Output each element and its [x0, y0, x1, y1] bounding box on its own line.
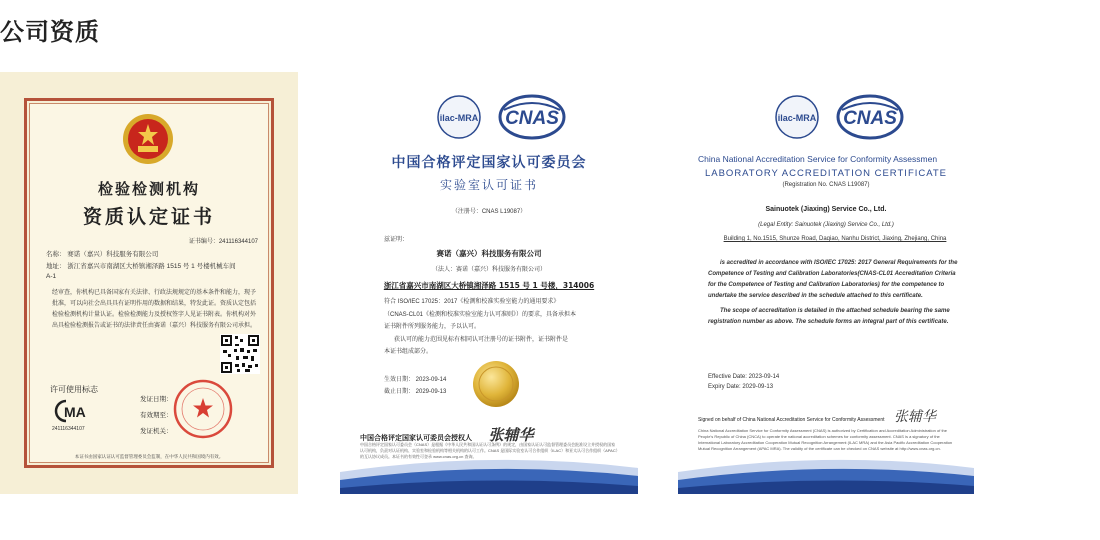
validity-dates-cn	[384, 374, 446, 398]
red-seal-icon	[172, 378, 234, 440]
accreditation-text-line: 获认可的能力范围见标有相同认可注册号的证书附件，证书附件是	[394, 336, 569, 343]
blue-wave-decoration	[678, 450, 974, 494]
signatory-line-en	[698, 406, 964, 426]
national-emblem-icon	[121, 112, 175, 166]
cnas-certificate-english[interactable]	[678, 72, 974, 494]
registration-number: (Registration No. CNAS L19087)	[782, 182, 870, 188]
qr-code-icon	[220, 334, 260, 374]
ilac-logo-text: ilac-MRA	[439, 113, 479, 123]
license-mark-label: 许可使用标志	[50, 385, 98, 394]
accreditation-logos	[340, 94, 638, 140]
footer-note-cn: 中国合格评定国家认可委员会（CNAS）是根据《中华人民共和国认证认可条例》的规定，由国家认证认可监督管理委员会批准设立并授权的国家认可机构，负责对认证机构、实验室和检验机构等相关机构的认可工作。CNAS 是国际实验室认可合作组织（ILAC）和亚太认可合作组织（APAC）的互认协议成员。本证书的有效性可登录 www.cnas.org.cn 查询。	[360, 442, 618, 459]
signature: 张辅华	[488, 426, 534, 444]
footer-note-en: China National Accreditation Service for Conformity Assessment (CNAS) is authorized by Certification and Accreditation Administration of the People's Republic of China (CNCA) to operate the national accreditation schemes for conformity assessment. CNAS is a signatory of the International Laboratory Accreditation Cooperation Mutual Recognition Arrangement (ILAC MRA) and the Asia Pacific Accreditation Cooperation Mutual Recognition Arrangement (APAC MRA). The validity of the certificate can be checked on CNAS website at http://www.cnas.org.cn.	[698, 428, 953, 451]
cnas-subtitle-cn: 实验室认可证书	[439, 178, 538, 192]
cma-logo-icon	[52, 398, 96, 424]
legal-entity-en: (Legal Entity: Sainuotek (Jiaxing) Service Co., Ltd.)	[758, 222, 894, 228]
cert-address-line2: A-1	[46, 273, 57, 280]
proof-label: 兹证明：	[384, 237, 409, 243]
cma-certificate[interactable]	[0, 72, 298, 494]
accreditation-text-line: 符合 ISO/IEC 17025：2017《检测和校准实验室能力的通用要求》	[384, 299, 560, 305]
cert-title-line1: 检验检测机构	[97, 180, 200, 198]
blue-wave-decoration	[340, 450, 638, 494]
address-en: Building 1, No.1515, Shunze Road, Daqiao, Nanhu District, Jiaxing, Zhejiang, China	[723, 236, 947, 242]
ilac-logo-text: ilac-MRA	[777, 113, 817, 123]
effective-date: Effective Date: 2023-09-14	[708, 374, 780, 380]
cnas-title-cn: 中国合格评定国家认可委员会	[391, 155, 587, 171]
cert-number: 证书编号：241116344107	[188, 239, 258, 245]
expiry-date: Expiry Date: 2029-09-13	[708, 384, 774, 390]
registration-number: （注册号：CNAS L19087）	[451, 209, 527, 215]
company-name-en: Sainuotek (Jiaxing) Service Co., Ltd.	[765, 206, 887, 213]
company-name-cn: 赛诺（嘉兴）科技服务有限公司	[436, 249, 542, 258]
cnas-title-en: China National Accreditation Service for Conformity Assessmen	[698, 154, 938, 164]
accreditation-text-line: （CNAS-CL01《检测和校准实验室能力认可准则》）的要求，具备承担本	[384, 311, 577, 318]
legal-entity-cn: （法人：赛诺（嘉兴）科技服务有限公司）	[431, 267, 546, 273]
issuer-label: 发证机关：	[140, 428, 173, 435]
signatory-label: Signed on behalf of China National Accreditation Service for Conformity Assessment	[698, 417, 885, 423]
accreditation-text-paragraph: is accredited in accordance with ISO/IEC 17025: 2017 General Requirements for the Competence of Testing and Calibration Laboratories(CNAS-CL01 Accreditation Criteria for the Competence of Testing and Calibration Laboratories) for the competence to undertake the service described in the schedule attached to this certificate.	[708, 260, 958, 299]
valid-until-label: 有效期至：	[140, 412, 173, 419]
gold-seal-icon	[472, 360, 520, 408]
accreditation-logos	[678, 94, 974, 140]
issue-date-label: 发证日期：	[140, 396, 173, 403]
cnas-subtitle-en: LABORATORY ACCREDITATION CERTIFICATE	[704, 168, 948, 179]
accreditation-text-cn	[384, 296, 620, 359]
cma-logo-text: MA	[64, 404, 86, 420]
signature: 张辅华	[893, 409, 936, 425]
signatory-label: 中国合格评定国家认可委员会授权人	[360, 434, 472, 442]
effective-date: 生效日期： 2023-09-14	[384, 377, 447, 383]
validity-dates-en	[708, 372, 779, 392]
cnas-logo-text: CNAS	[843, 108, 897, 129]
address-cn: 浙江省嘉兴市南湖区大桥镇湘泽路 1515 号 1 号楼，314006	[383, 281, 595, 290]
accreditation-text-line: 证书附件所列服务能力，予以认可。	[384, 324, 481, 330]
expiry-date: 截止日期： 2029-09-13	[384, 389, 447, 395]
cert-title-line2: 资质认定证书	[82, 206, 215, 228]
cert-paragraph: 经审查，你机构已具备国家有关法律、行政法规规定的基本条件和能力，现予批准，可以向社会出具具有证明作用的数据和结果，特发此证。资质认定包括检验检测机构计量认证。检验检测能力及授权签字人见证书附表。你机构对外出具检验检测报告或证书的法律责任由赛诺（嘉兴）科技服务有限公司承担。	[52, 290, 257, 329]
cnas-certificate-chinese[interactable]	[340, 72, 638, 494]
cma-number: 241116344107	[52, 426, 85, 432]
accreditation-text-en	[708, 258, 960, 328]
cert-name-line: 名称： 赛诺（嘉兴）科技服务有限公司	[46, 251, 159, 258]
page-title: 公司资质	[0, 18, 100, 46]
cnas-logo-text: CNAS	[505, 108, 559, 129]
cert-dates	[140, 392, 173, 440]
cert-address-line1: 地址： 浙江省嘉兴市南湖区大桥镇湘泽路 1515 号 1 号楼机械车间	[46, 263, 236, 270]
accreditation-text-paragraph: The scope of accreditation is detailed in the attached schedule bearing the same registration number as above. The schedule forms an integral part of this certificate.	[708, 308, 950, 325]
accreditation-text-line: 本证书组成部分。	[384, 349, 433, 355]
cert-footer: 本证书由国家认证认可监督管理委员会监制，在中华人民共和国境内有效。	[74, 454, 224, 459]
